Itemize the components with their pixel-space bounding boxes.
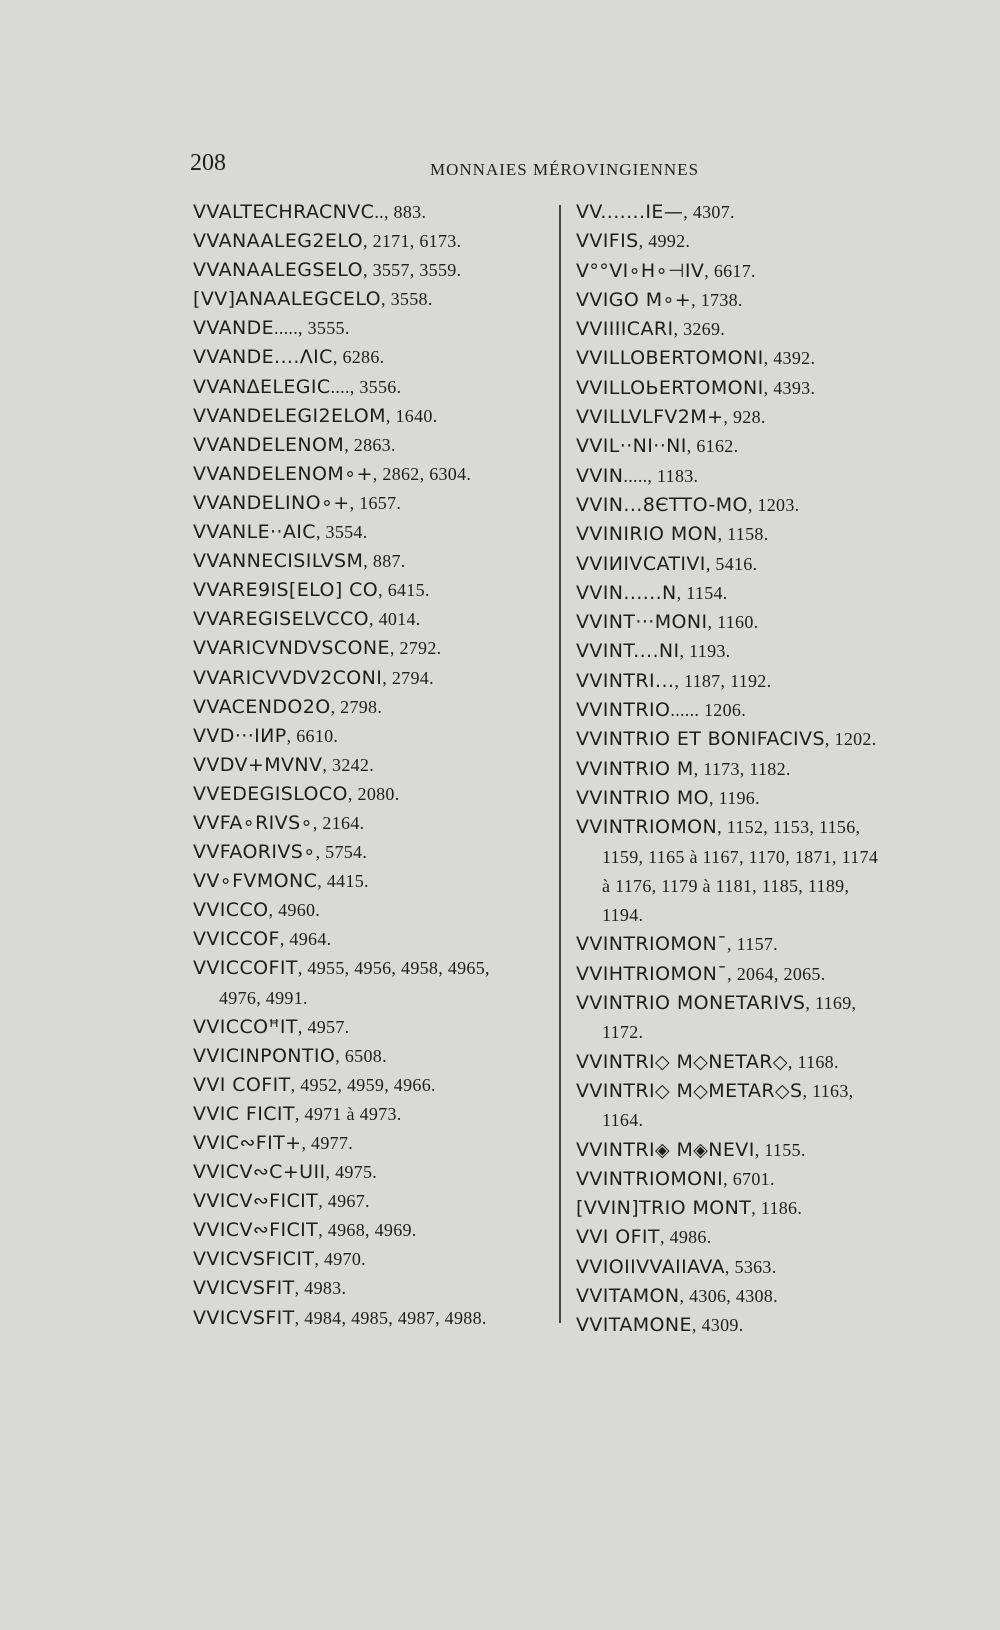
coin-references: , 4306, 4308. xyxy=(679,1285,778,1306)
coin-legend: VVANNECISILVSM xyxy=(193,550,364,573)
index-entry xyxy=(193,1042,553,1071)
index-entry xyxy=(193,751,553,780)
index-column-left xyxy=(193,198,553,1333)
coin-legend: VVI OFIT xyxy=(576,1226,660,1249)
coin-legend: VVIN......N xyxy=(576,581,677,604)
coin-legend: VVIOIIVVAIIAVA xyxy=(576,1255,725,1278)
index-entry xyxy=(193,954,553,983)
coin-references: , 6162. xyxy=(686,436,739,457)
index-entry xyxy=(576,637,946,666)
coin-legend: VVIИIVCATIVI xyxy=(576,552,706,575)
index-entry-continuation xyxy=(576,1106,946,1135)
coin-references: , 1157. xyxy=(727,934,778,955)
index-entry xyxy=(193,576,553,605)
index-entry xyxy=(576,432,946,461)
coin-legend: VV.......IE— xyxy=(576,201,684,223)
coin-references: , 1155. xyxy=(754,1139,806,1160)
index-entry xyxy=(576,1311,946,1340)
coin-legend: VVITAMON xyxy=(576,1284,680,1307)
column-divider xyxy=(559,205,561,1323)
index-entry xyxy=(193,256,553,285)
index-entry xyxy=(193,838,553,867)
index-entry xyxy=(193,896,553,925)
coin-references: , 3558. xyxy=(381,289,433,310)
coin-legend: VVINTRI◇ M◇NETAR◇ xyxy=(576,1050,788,1073)
coin-references: ....., 1183. xyxy=(623,465,699,486)
coin-references: , 4986. xyxy=(659,1227,712,1248)
index-entry xyxy=(193,1187,553,1216)
coin-legend: VVANDELENOM xyxy=(193,433,345,456)
coin-references: , 1152, 1153, 1156, xyxy=(717,817,861,838)
coin-legend: VVINTRI... xyxy=(576,669,675,692)
index-entry xyxy=(576,374,946,403)
coin-references: , 2862, 6304. xyxy=(372,463,472,484)
coin-references: , 3557, 3559. xyxy=(362,260,462,281)
coin-references: , 5416. xyxy=(705,553,758,574)
coin-references: , 1169, xyxy=(805,993,857,1014)
coin-legend: VVANDE....ΛIC xyxy=(193,346,333,369)
coin-legend: VVINTRIO MO xyxy=(576,786,709,809)
coin-legend: VVICV∾C+UII xyxy=(193,1161,326,1184)
coin-references: , 2863. xyxy=(344,434,396,455)
coin-references: , 4957. xyxy=(297,1016,350,1037)
index-entry xyxy=(193,1100,553,1129)
coin-legend: VVICCOꟸIT xyxy=(193,1015,298,1038)
coin-references: , 4415. xyxy=(317,871,369,892)
coin-legend: VVI COFIT xyxy=(193,1073,291,1096)
coin-legend: VVARICVNDVSCONE xyxy=(193,637,390,660)
coin-legend: VVICVSFIT xyxy=(193,1277,295,1300)
coin-references: 1164. xyxy=(602,1110,644,1131)
coin-references: , 4968, 4969. xyxy=(318,1220,417,1241)
index-entry xyxy=(193,402,553,431)
coin-references: , 2164. xyxy=(312,812,365,833)
index-entry xyxy=(193,634,553,663)
coin-references: .., 883. xyxy=(374,202,427,222)
coin-references: , 1158. xyxy=(717,524,769,545)
page-number: 208 xyxy=(190,150,226,176)
index-entry xyxy=(576,1253,946,1282)
coin-references: , 2798. xyxy=(330,696,383,717)
coin-references: , 6617. xyxy=(704,260,756,281)
coin-references: , 928. xyxy=(723,407,766,428)
coin-references: , 2064, 2065. xyxy=(727,963,826,984)
index-entry xyxy=(576,286,946,315)
coin-legend: VVANLE··AIC xyxy=(193,521,316,544)
coin-legend: VVILLVLFV2M+ xyxy=(576,406,724,429)
index-entry xyxy=(193,1274,553,1303)
coin-references: , 4307. xyxy=(683,202,735,222)
index-entry xyxy=(576,1282,946,1311)
index-entry xyxy=(576,462,946,491)
index-entry xyxy=(193,605,553,634)
coin-references: à 1176, 1179 à 1181, 1185, 1189, xyxy=(602,875,850,896)
index-entry xyxy=(576,1223,946,1252)
coin-references: , 4952, 4959, 4966. xyxy=(290,1074,436,1095)
coin-legend: VVILLOBERTOMONI xyxy=(576,347,764,370)
coin-legend: VVIFIS xyxy=(576,230,639,253)
coin-references: 1159, 1165 à 1167, 1170, 1871, 1174 xyxy=(602,846,879,867)
coin-references: ....., 3555. xyxy=(274,318,350,339)
coin-references: 4976, 4991. xyxy=(219,987,308,1008)
coin-legend: VVACENDO2O xyxy=(193,695,331,718)
index-entry xyxy=(193,460,553,489)
coin-references: , 6610. xyxy=(286,725,339,746)
index-entry-continuation xyxy=(576,843,946,872)
index-entry xyxy=(576,813,946,842)
index-entry xyxy=(193,809,553,838)
coin-legend: VVICCO xyxy=(193,899,269,922)
coin-references: , 1657. xyxy=(349,492,402,513)
index-entry xyxy=(576,608,946,637)
index-entry xyxy=(193,664,553,693)
coin-legend: VVICINPONTIO xyxy=(193,1044,336,1067)
index-column-right xyxy=(576,198,946,1341)
index-entry xyxy=(576,315,946,344)
coin-references: , 4967. xyxy=(318,1191,370,1212)
index-entry xyxy=(576,989,946,1018)
coin-legend: VVANΔELEGIC xyxy=(193,375,331,398)
coin-legend: VVARICVVDV2CONI xyxy=(193,666,383,689)
coin-legend: VVINTRIO xyxy=(576,699,671,722)
index-entry xyxy=(576,755,946,784)
index-entry xyxy=(193,489,553,518)
coin-references: , 4955, 4956, 4958, 4965, xyxy=(297,958,490,979)
coin-references: , 1168. xyxy=(787,1051,839,1072)
index-entry xyxy=(576,1194,946,1223)
coin-legend: VVD···IИP xyxy=(193,724,287,747)
coin-legend: VVICVSFICIT xyxy=(193,1248,315,1271)
index-entry xyxy=(193,518,553,547)
coin-references: , 1173, 1182. xyxy=(693,758,791,779)
index-entry xyxy=(193,1013,553,1042)
coin-references: , 3554. xyxy=(315,522,368,543)
index-entry xyxy=(193,1216,553,1245)
coin-legend: VVIN...8ЄTTO-MO xyxy=(576,493,748,516)
coin-references: , 4975. xyxy=(325,1162,378,1183)
index-entry xyxy=(576,725,946,754)
coin-references: , 6415. xyxy=(378,580,430,601)
coin-legend: VVANDELENOM∘+ xyxy=(193,462,373,485)
coin-legend: VVINTRIO MONETARIVS xyxy=(576,992,806,1015)
coin-references: , 1738. xyxy=(691,289,743,310)
coin-legend: VVFA∘RIVS∘ xyxy=(193,811,313,834)
coin-references: ...... 1206. xyxy=(670,700,746,721)
coin-legend: VVITAMONE xyxy=(576,1314,692,1337)
coin-legend: VVAREGISELVCCO xyxy=(193,608,369,631)
coin-legend: VVIHTRIOMON¯ xyxy=(576,962,728,985)
coin-legend: VVINIRIO MON xyxy=(576,523,718,546)
coin-legend: VVIGO M∘+ xyxy=(576,288,692,311)
coin-references: , 4309. xyxy=(691,1315,744,1336)
coin-references: , 4392. xyxy=(763,348,816,369)
coin-legend: VVICV∾FICIT xyxy=(193,1190,319,1213)
index-entry xyxy=(193,1071,553,1100)
index-entry xyxy=(193,431,553,460)
coin-references: 1172. xyxy=(602,1022,644,1043)
index-entry xyxy=(576,491,946,520)
coin-references: , 3242. xyxy=(322,754,375,775)
index-entry xyxy=(576,344,946,373)
index-entry-continuation xyxy=(576,1018,946,1047)
index-entry xyxy=(193,867,553,896)
index-entry xyxy=(576,1136,946,1165)
coin-legend: VVANAALEG2ELO xyxy=(193,230,363,253)
coin-legend: VVFAORIVS∘ xyxy=(193,841,316,864)
coin-legend: VVANDELINO∘+ xyxy=(193,491,350,514)
coin-legend: VVICCOFIT xyxy=(193,957,298,980)
coin-legend: VVIN xyxy=(576,464,624,487)
index-entry xyxy=(193,285,553,314)
coin-references: ...., 3556. xyxy=(330,376,402,397)
coin-legend: VVANDELEGI2ELOM xyxy=(193,404,386,427)
index-entry xyxy=(576,403,946,432)
coin-references: , 1196. xyxy=(708,787,760,808)
coin-references: , 1202. xyxy=(824,729,877,750)
index-entry xyxy=(193,547,553,576)
coin-legend: VVEDEGISLOCO xyxy=(193,782,348,805)
coin-references: , 4984, 4985, 4987, 4988. xyxy=(294,1307,487,1328)
index-entry xyxy=(193,227,553,256)
coin-legend: VVIC∾FIT+ xyxy=(193,1132,302,1154)
coin-legend: VVINT···MONI xyxy=(576,611,708,634)
coin-legend: VVINTRIO M xyxy=(576,757,694,780)
coin-legend: VVIC FICIT xyxy=(193,1102,295,1125)
coin-references: , 3269. xyxy=(673,319,726,340)
coin-references: , 1163, xyxy=(802,1080,854,1101)
coin-references: , 4983. xyxy=(294,1278,347,1299)
index-entry xyxy=(193,198,553,227)
coin-references: , 4964. xyxy=(279,929,332,950)
coin-references: , 2794. xyxy=(382,667,434,688)
index-entry xyxy=(576,550,946,579)
coin-references: , 4992. xyxy=(638,231,691,252)
coin-references: , 4393. xyxy=(763,377,816,398)
coin-references: , 1193. xyxy=(679,641,731,662)
coin-references: , 2792. xyxy=(389,638,442,659)
coin-references: , 1640. xyxy=(385,405,438,426)
coin-legend: VVDV+MVNV xyxy=(193,753,323,776)
coin-legend: VVILLOЬERTOMONI xyxy=(576,376,764,399)
coin-legend: [VVIN]TRIO MONT xyxy=(576,1197,752,1220)
index-entry xyxy=(193,925,553,954)
coin-legend: VVINTRI◇ M◇METAR◇S xyxy=(576,1079,803,1102)
coin-references: , 6286. xyxy=(332,347,385,368)
index-entry xyxy=(193,1304,553,1333)
coin-references: , 4977. xyxy=(301,1133,354,1153)
coin-references: 1194. xyxy=(602,905,644,926)
coin-references: , 1186. xyxy=(751,1198,803,1219)
coin-legend: VVARE9IS[ELO] CO xyxy=(193,579,379,602)
coin-legend: VVALTECHRACNVC xyxy=(193,201,375,223)
index-entry xyxy=(193,1158,553,1187)
index-entry-continuation xyxy=(576,901,946,930)
coin-references: , 4970. xyxy=(314,1249,366,1270)
index-entry xyxy=(193,1129,553,1158)
index-entry xyxy=(193,722,553,751)
index-entry xyxy=(576,667,946,696)
coin-references: , 6508. xyxy=(335,1045,387,1066)
coin-references: , 2080. xyxy=(347,783,400,804)
coin-legend: VVANDE xyxy=(193,317,275,340)
index-entry xyxy=(576,227,946,256)
index-entry xyxy=(193,314,553,343)
coin-references: , 4014. xyxy=(368,609,421,630)
index-entry xyxy=(193,780,553,809)
coin-references: , 1187, 1192. xyxy=(674,670,772,691)
coin-legend: VVICV∾FICIT xyxy=(193,1219,319,1242)
running-title: MONNAIES MÉROVINGIENNES xyxy=(430,160,700,179)
index-entry xyxy=(576,1048,946,1077)
index-entry xyxy=(193,693,553,722)
coin-legend: VVINTRIOMON¯ xyxy=(576,933,728,956)
index-entry xyxy=(576,960,946,989)
coin-legend: VVINTRIO ET BONIFACIVS xyxy=(576,728,825,751)
coin-references: , 887. xyxy=(363,551,406,572)
coin-legend: VVINTRIOMONI xyxy=(576,1167,724,1190)
coin-references: , 2171, 6173. xyxy=(362,231,462,252)
index-entry xyxy=(576,696,946,725)
coin-legend: V°°VI∘H∘⊣IV xyxy=(576,259,705,282)
coin-references: , 5754. xyxy=(315,842,368,863)
coin-references: , 1160. xyxy=(707,612,759,633)
index-entry xyxy=(576,579,946,608)
coin-legend: VV∘FVMONC xyxy=(193,870,318,893)
coin-references: , 6701. xyxy=(723,1168,775,1189)
coin-references: , 4960. xyxy=(268,900,321,921)
index-entry-continuation xyxy=(193,984,553,1013)
coin-references: , 1154. xyxy=(676,582,728,603)
index-entry xyxy=(576,1077,946,1106)
coin-legend: VVINTRIOMON xyxy=(576,816,718,839)
coin-legend: VVINTRI◈ M◈NEVI xyxy=(576,1138,755,1161)
index-entry xyxy=(576,1165,946,1194)
index-entry-continuation xyxy=(576,872,946,901)
index-entry xyxy=(576,257,946,286)
coin-references: , 5363. xyxy=(724,1256,777,1277)
coin-legend: VVICCOF xyxy=(193,928,280,951)
coin-legend: [VV]ANAALEGCELO xyxy=(193,288,382,311)
index-entry xyxy=(576,198,946,227)
coin-references: , 4971 à 4973. xyxy=(294,1103,402,1124)
index-entry xyxy=(193,373,553,402)
index-entry xyxy=(576,520,946,549)
index-entry xyxy=(576,930,946,959)
coin-legend: VVANAALEGSELO xyxy=(193,259,363,282)
coin-legend: VVIL··NI··NI xyxy=(576,435,687,458)
index-entry xyxy=(193,1245,553,1274)
coin-legend: VVICVSFIT xyxy=(193,1306,295,1329)
coin-legend: VVINT....NI xyxy=(576,640,680,663)
coin-legend: VVIIIICARI xyxy=(576,318,674,341)
index-entry xyxy=(193,343,553,372)
index-entry xyxy=(576,784,946,813)
coin-references: , 1203. xyxy=(747,494,800,515)
